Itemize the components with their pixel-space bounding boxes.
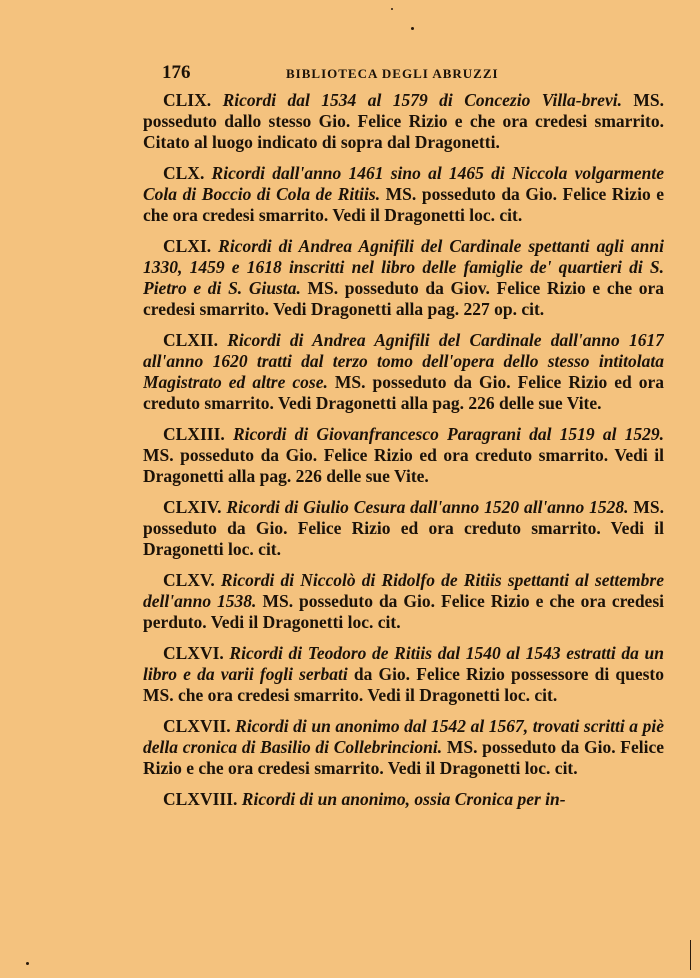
entry-title: Ricordi di Niccolò di Ridolfo de Ritiis spettanti al settembre dell'anno 1538. [143,570,664,611]
entry-number: CLXIV. [163,497,222,517]
entry-title: Ricordi di Andrea Agnifili del Cardinale dall'anno 1617 all'anno 1620 tratti dal terzo tomo dell'opera dello stesso intitolata Magistrato ed altre cose. [143,330,664,392]
catalog-entries [143,90,664,960]
entry-number: CLXII. [163,330,218,350]
entry-title: Ricordi di un anonimo dal 1542 al 1567, trovati scritti a piè della cronica di Basilio di Collebrincioni. [143,716,664,757]
page-number: 176 [162,62,191,83]
entry-note: MS. posseduto da Gio. Felice Rizio ed ora creduto smarrito. Vedi il Dragonetti alla pag. 226 delle sue Vite. [143,445,664,486]
margin-line [690,940,691,970]
catalog-entry [143,330,664,414]
catalog-entry [143,236,664,320]
entry-number: CLXVIII. [163,789,238,809]
entry-number: CLXVII. [163,716,231,736]
entry-note: MS. posseduto da Gio. Felice Rizio e che ora credesi smarrito. Vedi il Dragonetti loc. cit. [143,184,664,225]
entry-title: Ricordi di Giulio Cesura dall'anno 1520 all'anno 1528. [226,497,629,517]
catalog-entry [143,90,664,153]
catalog-entry [143,643,664,706]
catalog-entry [143,163,664,226]
entry-title: Ricordi di Teodoro de Ritiis dal 1540 al 1543 estratti da un libro e da varii fogli serbati [143,643,664,684]
entry-note: MS. posseduto dallo stesso Gio. Felice Rizio e che ora credesi smarrito. Citato al luogo indicato di sopra dal Dragonetti. [143,90,664,152]
entry-title: Ricordi di Andrea Agnifili del Cardinale spettanti agli anni 1330, 1459 e 1618 inscritti nel libro delle famiglie de' quartieri di S. Pietro e di S. Giusta. [143,236,664,298]
entry-note: MS. posseduto da Gio. Felice Rizio ed ora creduto smarrito. Vedi il Dragonetti loc. cit. [143,497,664,559]
ink-speck [391,8,393,10]
catalog-entry [143,497,664,560]
entry-title: Ricordi di un anonimo, ossia Cronica per in- [241,789,566,809]
entry-title: Ricordi dal 1534 al 1579 di Concezio Villa-brevi. [222,90,622,110]
ink-speck [26,962,29,965]
entry-number: CLXI. [163,236,212,256]
entry-note: MS. posseduto da Gio. Felice Rizio ed ora creduto smarrito. Vedi Dragonetti alla pag. 226 delle sue Vite. [143,372,664,413]
running-title: BIBLIOTECA DEGLI ABRUZZI [286,66,499,81]
page-header [162,62,662,86]
catalog-entry [143,789,664,810]
catalog-entry [143,424,664,487]
catalog-entry [143,570,664,633]
entry-number: CLX. [163,163,205,183]
ink-speck [411,27,414,30]
entry-title: Ricordi dall'anno 1461 sino al 1465 di Niccola volgarmente Cola di Boccio di Cola de Ritiis. [143,163,664,204]
catalog-entry [143,716,664,779]
entry-note: MS. posseduto da Gio. Felice Rizio e che ora credesi smarrito. Vedi il Dragonetti loc. cit. [143,737,664,778]
entry-number: CLXIII. [163,424,225,444]
entry-number: CLXVI. [163,643,224,663]
entry-number: CLIX. [163,90,212,110]
entry-note: MS. posseduto da Giov. Felice Rizio e che ora credesi smarrito. Vedi Dragonetti alla pag. 227 op. cit. [143,278,664,319]
entry-note: da Gio. Felice Rizio possessore di questo MS. che ora credesi smarrito. Vedi il Dragonetti loc. cit. [143,664,664,705]
entry-title: Ricordi di Giovanfrancesco Paragrani dal 1519 al 1529. [232,424,664,444]
entry-note: MS. posseduto da Gio. Felice Rizio e che ora credesi perduto. Vedi il Dragonetti loc. cit. [143,591,664,632]
entry-number: CLXV. [163,570,215,590]
